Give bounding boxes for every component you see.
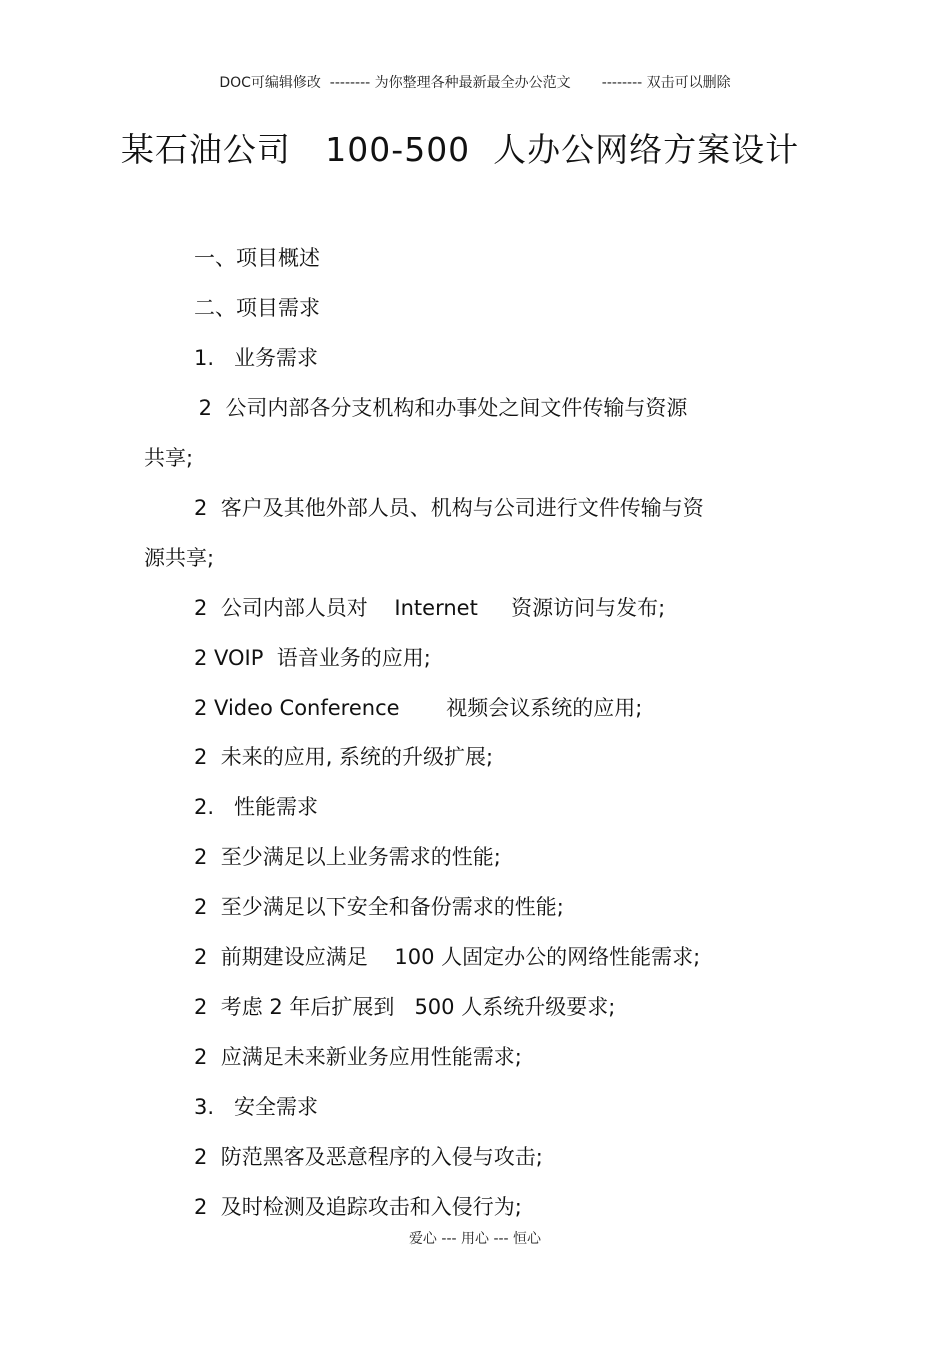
document-title: 某石油公司 100-500 人办公网络方案设计 bbox=[120, 130, 800, 169]
list-item: 2 防范黑客及恶意程序的入侵与攻击; bbox=[194, 1145, 543, 1169]
list-item: 2 至少满足以上业务需求的性能; bbox=[194, 845, 501, 869]
list-item: 2 应满足未来新业务应用性能需求; bbox=[194, 1045, 522, 1069]
list-item-continuation: 共享; bbox=[144, 446, 194, 470]
page-footer: 爱心 --- 用心 --- 恒心 bbox=[408, 1231, 542, 1247]
subsection-heading-security: 3. 安全需求 bbox=[194, 1095, 319, 1119]
list-item-continuation: 源共享; bbox=[144, 546, 215, 570]
subsection-heading-performance: 2. 性能需求 bbox=[194, 795, 319, 819]
list-item: 2 前期建设应满足 100 人固定办公的网络性能需求; bbox=[194, 945, 701, 969]
section-heading-overview: 一、项目概述 bbox=[194, 246, 320, 270]
page-header: DOC可编辑修改 -------- 为你整理各种最新最全办公范文 -------- 双击可以删除 bbox=[219, 75, 731, 91]
list-item: 2 至少满足以下安全和备份需求的性能; bbox=[194, 895, 564, 919]
subsection-heading-business: 1. 业务需求 bbox=[194, 346, 319, 370]
list-item: 2 VOIP 语音业务的应用; bbox=[194, 646, 431, 670]
list-item: 2 未来的应用, 系统的升级扩展; bbox=[194, 745, 494, 769]
list-item: 2 Video Conference 视频会议系统的应用; bbox=[194, 696, 643, 720]
list-item: 2 及时检测及追踪攻击和入侵行为; bbox=[194, 1195, 522, 1219]
section-heading-requirements: 二、项目需求 bbox=[194, 296, 320, 320]
list-item: 2 考虑 2 年后扩展到 500 人系统升级要求; bbox=[194, 995, 616, 1019]
list-item: 2 公司内部各分支机构和办事处之间文件传输与资源 bbox=[192, 396, 688, 420]
list-item: 2 公司内部人员对 Internet 资源访问与发布; bbox=[194, 596, 666, 620]
list-item: 2 客户及其他外部人员、机构与公司进行文件传输与资 bbox=[194, 496, 704, 520]
